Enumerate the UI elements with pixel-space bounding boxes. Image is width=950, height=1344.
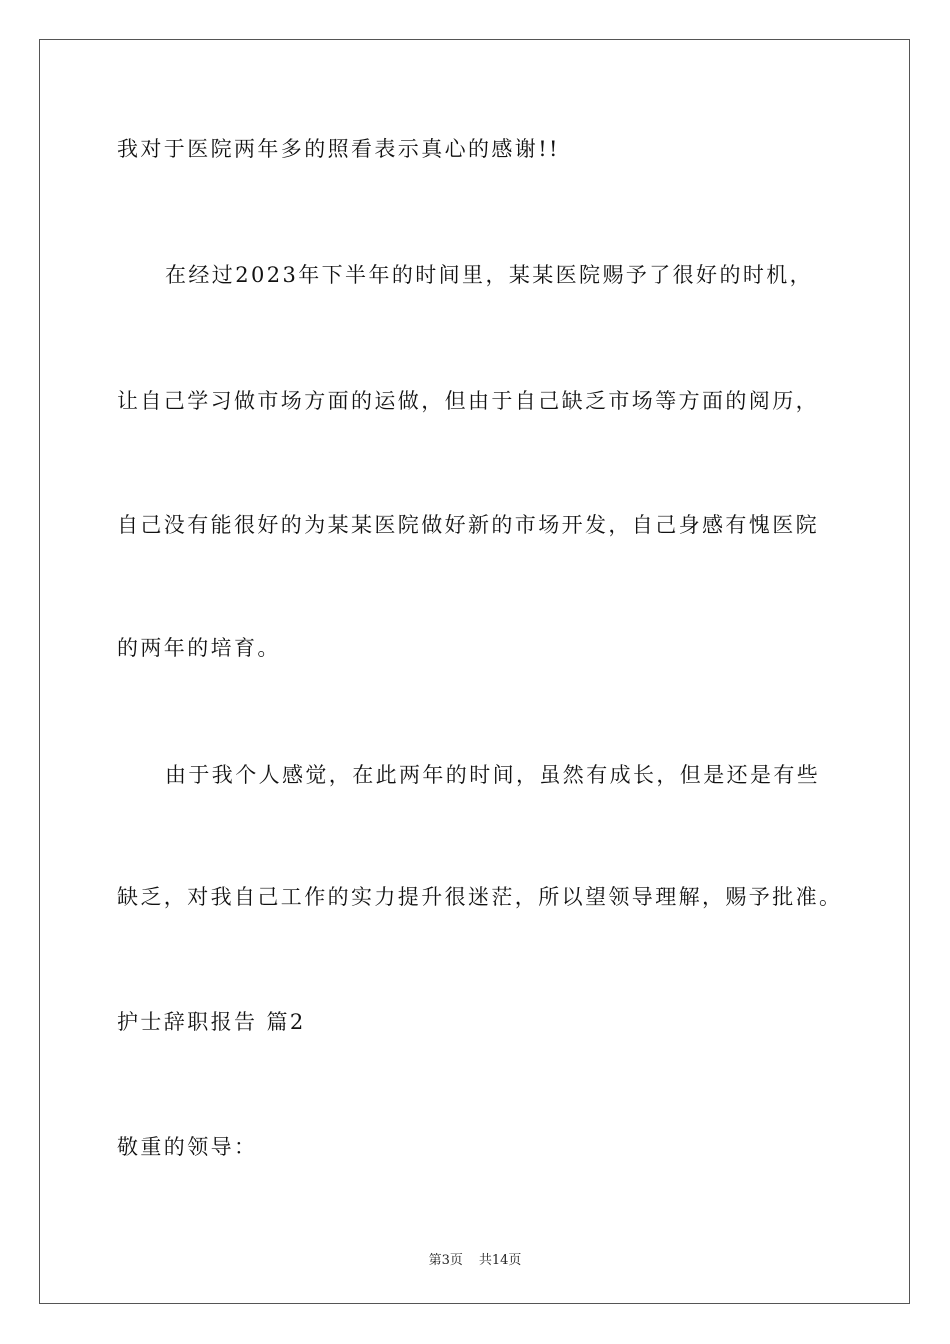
paragraph-line-3: 自己没有能很好的为某某医院做好新的市场开发，自己身感有愧医院 bbox=[117, 513, 819, 537]
paragraph-line-6: 缺乏，对我自己工作的实力提升很迷茫，所以望领导理解，赐予批准。 bbox=[117, 885, 843, 909]
paragraph-line-4: 的两年的培育。 bbox=[117, 636, 281, 660]
paragraph-line-2: 让自己学习做市场方面的运做，但由于自己缺乏市场等方面的阅历， bbox=[117, 389, 819, 413]
page-frame bbox=[39, 39, 910, 1304]
page-number: 第3页 bbox=[428, 1253, 463, 1268]
section-heading: 护士辞职报告 篇2 bbox=[117, 1010, 306, 1034]
paragraph-line-5: 由于我个人感觉，在此两年的时间，虽然有成长，但是还是有些 bbox=[165, 763, 821, 787]
page-total: 共14页 bbox=[478, 1253, 522, 1268]
paragraph-line-1: 在经过2023年下半年的时间里，某某医院赐予了很好的时机， bbox=[165, 263, 814, 287]
text-line-1: 我对于医院两年多的照看表示真心的感谢!! bbox=[117, 137, 560, 161]
page-footer bbox=[0, 1249, 950, 1268]
salutation: 敬重的领导： bbox=[117, 1135, 258, 1159]
